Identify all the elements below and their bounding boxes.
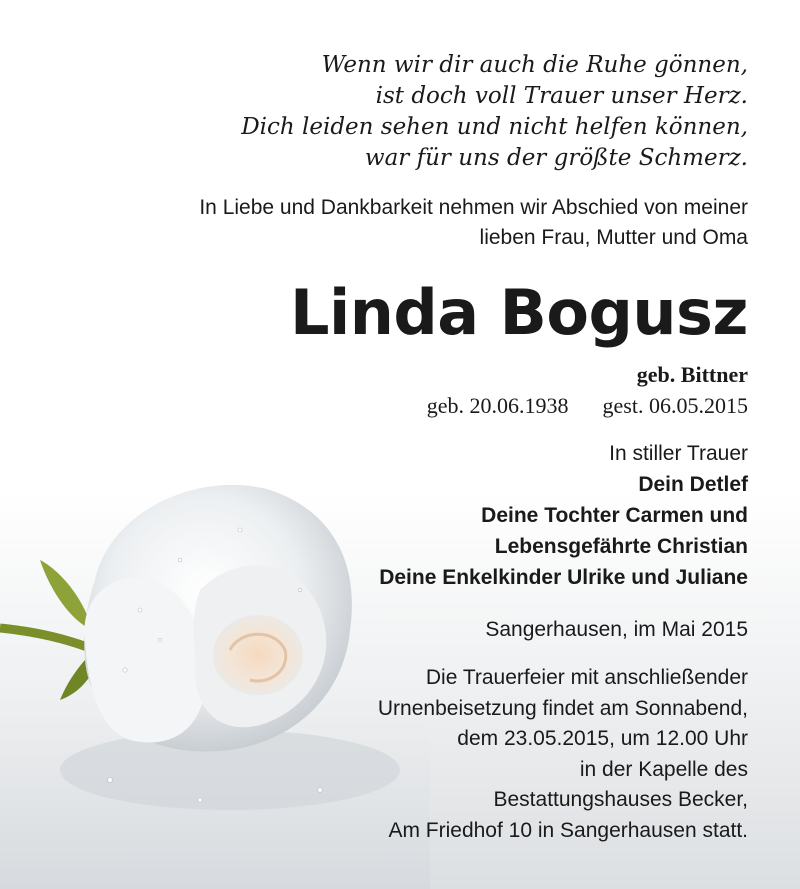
ceremony-line: in der Kapelle des [579,757,748,781]
poem-line: ist doch voll Trauer unser Herz. [375,83,748,109]
ceremony-line: Urnenbeisetzung findet am Sonnabend, [377,696,748,720]
poem-line: war für uns der größte Schmerz. [364,145,748,171]
ceremony-line: Die Trauerfeier mit anschließender [425,666,748,689]
intro-line: In Liebe und Dankbarkeit nehmen wir Abschied von meiner [199,196,748,219]
poem-line: Wenn wir dir auch die Ruhe gönnen, [321,52,748,78]
ceremony-line: Bestattungshauses Becker, [493,788,748,811]
ceremony-line: dem 23.05.2015, um 12.00 Uhr [457,727,748,750]
white-rose-image [0,440,430,889]
mourner-name: Lebensgefährte Christian [494,535,748,558]
birth-name: geb. Bittner [636,362,748,387]
place-and-date: Sangerhausen, im Mai 2015 [485,618,748,641]
mourning-intro: In stiller Trauer [609,442,748,465]
deceased-name: Linda Bogusz [289,276,748,349]
mourner-name: Deine Enkelkinder Ulrike und Juliane [379,566,748,589]
mourner-name: Dein Detlef [638,473,748,496]
birth-date: geb. 20.06.1938 [426,393,569,418]
ceremony-details [378,663,748,846]
death-date: gest. 06.05.2015 [602,393,748,418]
ceremony-line: Am Friedhof 10 in Sangerhausen statt. [388,818,748,842]
mourner-name: Deine Tochter Carmen und [481,504,748,527]
poem-verse [241,50,748,174]
life-dates [427,391,748,421]
intro-line: lieben Frau, Mutter und Oma [479,226,748,249]
mourners-list [379,438,748,593]
farewell-intro [199,193,748,253]
poem-line: Dich leiden sehen und nicht helfen können, [241,114,748,140]
